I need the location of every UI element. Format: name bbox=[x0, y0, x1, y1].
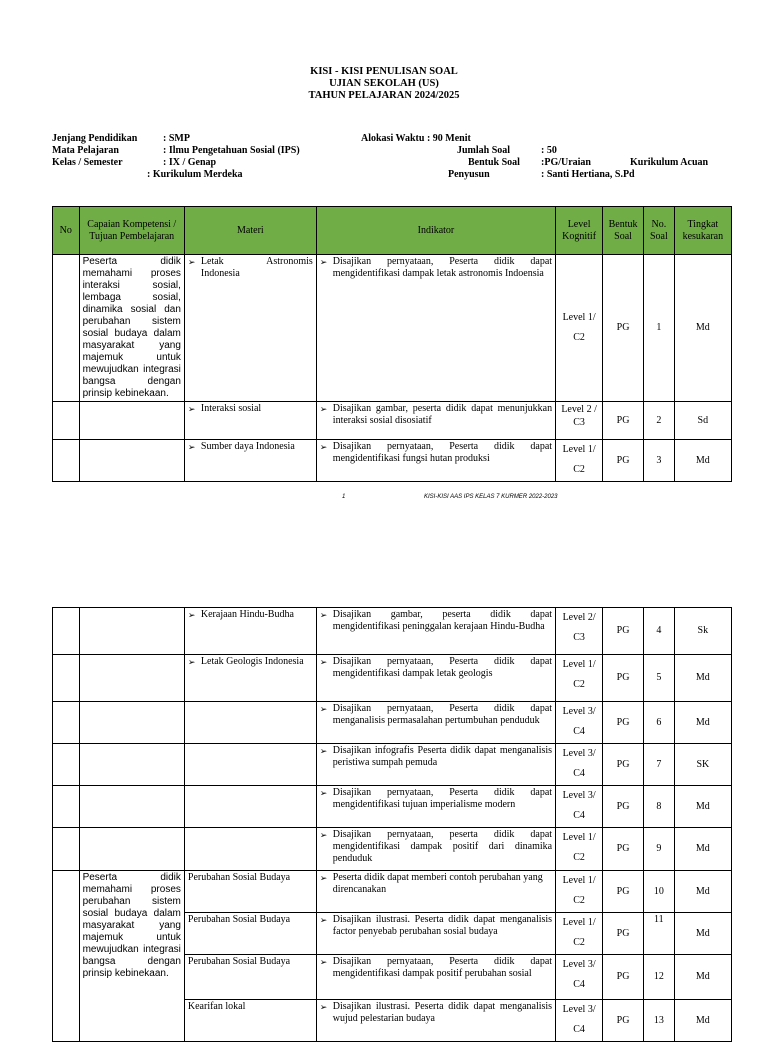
nosoal-cell: 13 bbox=[644, 1000, 675, 1042]
penyusun-value: : Santi Hertiana, S.Pd bbox=[541, 169, 635, 180]
indikator-cell: ➢ Disajikan infografis Peserta didik dapat menganalisis peristiwa sumpah pemuda bbox=[316, 744, 555, 786]
bullet-arrow-icon: ➢ bbox=[319, 788, 328, 798]
header-materi: Materi bbox=[184, 207, 316, 255]
tingkat-cell: Sk bbox=[674, 608, 731, 655]
bullet-arrow-icon: ➢ bbox=[187, 657, 196, 667]
kisi-table-page-2 bbox=[52, 607, 732, 1042]
jumlah-label: Jumlah Soal bbox=[457, 145, 511, 156]
indikator-cell: ➢ Disajikan pernyataan, Peserta didik dapat mengidentifikasi tujuan imperialisme modern bbox=[316, 786, 555, 828]
tingkat-cell: Md bbox=[674, 1000, 731, 1042]
indikator-cell: ➢ Disajikan pernyataan, Peserta didik dapat mengidentifikasi fungsi hutan produksi bbox=[316, 440, 555, 482]
cp-text: Peserta didik memahami proses perubahan sistem sosial budaya dalam masyarakat yang majemuk untuk mewujudkan integrasi bangsa dengan prinsip kebinekaan. bbox=[79, 871, 184, 1042]
materi-cell: ➢ Sumber daya Indonesia bbox=[184, 440, 316, 482]
materi-cell: Perubahan Sosial Budaya bbox=[184, 955, 316, 1000]
bentuk-cell: PG bbox=[603, 608, 644, 655]
nosoal-cell: 6 bbox=[644, 702, 675, 744]
indikator-cell: ➢ Disajikan pernyataan, Peserta didik dapat mengidentifikasi dampak letak geologis bbox=[316, 655, 555, 702]
tingkat-cell: Sd bbox=[674, 402, 731, 440]
mapel-label: Mata Pelajaran bbox=[52, 145, 119, 156]
title-line-1: KISI - KISI PENULISAN SOAL bbox=[310, 66, 458, 77]
level-cell: Level 3/ C4 bbox=[556, 702, 603, 744]
table-row bbox=[53, 871, 732, 913]
jenjang-label: Jenjang Pendidikan bbox=[52, 133, 138, 144]
row-number bbox=[53, 871, 80, 1042]
bullet-arrow-icon: ➢ bbox=[319, 442, 328, 452]
tingkat-cell: Md bbox=[674, 255, 731, 402]
materi-cell bbox=[184, 786, 316, 828]
bullet-arrow-icon: ➢ bbox=[187, 610, 196, 620]
bullet-arrow-icon: ➢ bbox=[319, 830, 328, 840]
indikator-cell: ➢ Disajikan pernyataan, peserta didik dapat mengidentifikasi dampak positif dari dinamika penduduk bbox=[316, 828, 555, 871]
level-cell: Level 3/ C4 bbox=[556, 955, 603, 1000]
level-cell: Level 1/ C2 bbox=[556, 440, 603, 482]
kurikulum-value: : Kurikulum Merdeka bbox=[147, 169, 243, 180]
row-number bbox=[53, 786, 80, 828]
nosoal-cell: 12 bbox=[644, 955, 675, 1000]
indikator-cell: ➢ Disajikan pernyataan, Peserta didik dapat menganalisis permasalahan pertumbuhan penduduk bbox=[316, 702, 555, 744]
bullet-arrow-icon: ➢ bbox=[187, 442, 196, 452]
nosoal-cell: 1 bbox=[644, 255, 675, 402]
bentuk-cell: PG bbox=[603, 702, 644, 744]
tingkat-cell: Md bbox=[674, 655, 731, 702]
indikator-cell: ➢ Peserta didik dapat memberi contoh perubahan yang direncanakan bbox=[316, 871, 555, 913]
table-row bbox=[53, 828, 732, 871]
cp-cell-empty bbox=[79, 440, 184, 482]
nosoal-cell: 11 bbox=[644, 913, 675, 955]
cp-text: Peserta didik memahami proses interaksi sosial, lembaga sosial, dinamika sosial dan perubahan sistem sosial budaya dalam masyarakat yang majemuk untuk mewujudkan integrasi bangsa dengan prinsip kebinekaan. bbox=[79, 255, 184, 402]
bullet-arrow-icon: ➢ bbox=[319, 657, 328, 667]
table-row bbox=[53, 786, 732, 828]
nosoal-cell: 8 bbox=[644, 786, 675, 828]
table-header-row bbox=[53, 207, 732, 255]
level-cell: Level 3/ C4 bbox=[556, 1000, 603, 1042]
tingkat-cell: SK bbox=[674, 744, 731, 786]
indikator-cell: ➢ Disajikan ilustrasi. Peserta didik dapat menganalisis wujud pelestarian budaya bbox=[316, 1000, 555, 1042]
header-nosoal: No. Soal bbox=[644, 207, 675, 255]
materi-cell: ➢ Kerajaan Hindu-Budha bbox=[184, 608, 316, 655]
bentuk-cell: PG bbox=[603, 913, 644, 955]
header-indikator: Indikator bbox=[316, 207, 555, 255]
header-bentuk: Bentuk Soal bbox=[603, 207, 644, 255]
level-cell: Level 2 / C3 bbox=[556, 402, 603, 440]
tingkat-cell: Md bbox=[674, 786, 731, 828]
bentuk-cell: PG bbox=[603, 440, 644, 482]
row-number bbox=[53, 744, 80, 786]
row-number bbox=[53, 255, 80, 402]
level-cell: Level 1/ C2 bbox=[556, 655, 603, 702]
bullet-arrow-icon: ➢ bbox=[319, 873, 328, 883]
level-cell: Level 1/ C2 bbox=[556, 828, 603, 871]
alokasi-waktu: Alokasi Waktu : 90 Menit bbox=[361, 133, 471, 144]
nosoal-cell: 7 bbox=[644, 744, 675, 786]
page-2-rows bbox=[53, 608, 732, 1042]
row-number bbox=[53, 402, 80, 440]
cp-cell-empty bbox=[79, 744, 184, 786]
bullet-arrow-icon: ➢ bbox=[319, 915, 328, 925]
tingkat-cell: Md bbox=[674, 702, 731, 744]
bullet-arrow-icon: ➢ bbox=[319, 404, 328, 414]
materi-cell bbox=[184, 702, 316, 744]
bentuk-cell: PG bbox=[603, 744, 644, 786]
indikator-cell: ➢ Disajikan gambar, peserta didik dapat menunjukkan interaksi sosial disosiatif bbox=[316, 402, 555, 440]
footer-text: KISI-KISI AAS IPS KELAS 7 KURMER 2022-2023 bbox=[424, 494, 558, 500]
mapel-value: : Ilmu Pengetahuan Sosial (IPS) bbox=[163, 145, 300, 156]
materi-cell: Perubahan Sosial Budaya bbox=[184, 913, 316, 955]
cp-cell-empty bbox=[79, 828, 184, 871]
level-cell: Level 1/ C2 bbox=[556, 913, 603, 955]
cp-cell-empty bbox=[79, 786, 184, 828]
tingkat-cell: Md bbox=[674, 955, 731, 1000]
bullet-arrow-icon: ➢ bbox=[319, 257, 328, 267]
header-tingkat: Tingkat kesukaran bbox=[674, 207, 731, 255]
level-cell: Level 3/ C4 bbox=[556, 786, 603, 828]
nosoal-cell: 4 bbox=[644, 608, 675, 655]
document-title bbox=[0, 66, 768, 102]
jenjang-value: : SMP bbox=[163, 133, 190, 144]
tingkat-cell: Md bbox=[674, 871, 731, 913]
bentuk-cell: PG bbox=[603, 871, 644, 913]
bentuk-value: :PG/Uraian bbox=[541, 157, 591, 168]
level-cell: Level 1/ C2 bbox=[556, 255, 603, 402]
row-number bbox=[53, 655, 80, 702]
table-row bbox=[53, 744, 732, 786]
nosoal-cell: 5 bbox=[644, 655, 675, 702]
title-line-3: TAHUN PELAJARAN 2024/2025 bbox=[308, 90, 460, 101]
header-cp: Capaian Kompetensi / Tujuan Pembelajaran bbox=[79, 207, 184, 255]
kurikulum-acuan-label: Kurikulum Acuan bbox=[630, 157, 709, 168]
table-row bbox=[53, 655, 732, 702]
bullet-arrow-icon: ➢ bbox=[319, 746, 328, 756]
kelas-label: Kelas / Semester bbox=[52, 157, 123, 168]
bullet-arrow-icon: ➢ bbox=[319, 957, 328, 967]
nosoal-cell: 10 bbox=[644, 871, 675, 913]
bentuk-cell: PG bbox=[603, 655, 644, 702]
indikator-cell: ➢ Disajikan pernyataan, Peserta didik dapat mengidentifikasi dampak letak astronomis Indoensia bbox=[316, 255, 555, 402]
header-level: Level Kognitif bbox=[556, 207, 603, 255]
bullet-arrow-icon: ➢ bbox=[187, 404, 196, 414]
materi-cell: ➢ Letak Astronomis Indonesia bbox=[184, 255, 316, 402]
level-cell: Level 1/ C2 bbox=[556, 871, 603, 913]
materi-cell bbox=[184, 828, 316, 871]
nosoal-cell: 2 bbox=[644, 402, 675, 440]
cp-cell-empty bbox=[79, 402, 184, 440]
materi-cell: Kearifan lokal bbox=[184, 1000, 316, 1042]
cp-cell-empty bbox=[79, 608, 184, 655]
nosoal-cell: 3 bbox=[644, 440, 675, 482]
level-cell: Level 3/ C4 bbox=[556, 744, 603, 786]
bentuk-cell: PG bbox=[603, 786, 644, 828]
level-cell: Level 2/ C3 bbox=[556, 608, 603, 655]
table-row bbox=[53, 255, 732, 402]
indikator-cell: ➢ Disajikan ilustrasi. Peserta didik dapat menganalisis factor penyebab perubahan sosial budaya bbox=[316, 913, 555, 955]
cp-cell-empty bbox=[79, 702, 184, 744]
bentuk-cell: PG bbox=[603, 402, 644, 440]
table-row bbox=[53, 440, 732, 482]
row-number bbox=[53, 702, 80, 744]
nosoal-cell: 9 bbox=[644, 828, 675, 871]
jumlah-value: : 50 bbox=[541, 145, 557, 156]
row-number bbox=[53, 608, 80, 655]
tingkat-cell: Md bbox=[674, 828, 731, 871]
table-row bbox=[53, 702, 732, 744]
penyusun-label: Penyusun bbox=[448, 169, 490, 180]
materi-cell bbox=[184, 744, 316, 786]
bullet-arrow-icon: ➢ bbox=[319, 704, 328, 714]
bentuk-cell: PG bbox=[603, 955, 644, 1000]
materi-cell: ➢ Letak Geologis Indonesia bbox=[184, 655, 316, 702]
bullet-arrow-icon: ➢ bbox=[319, 610, 328, 620]
bullet-arrow-icon: ➢ bbox=[187, 257, 196, 267]
kelas-value: : IX / Genap bbox=[163, 157, 217, 168]
bullet-arrow-icon: ➢ bbox=[319, 1002, 328, 1012]
bentuk-cell: PG bbox=[603, 255, 644, 402]
kisi-table-page-1 bbox=[52, 206, 732, 482]
tingkat-cell: Md bbox=[674, 440, 731, 482]
row-number bbox=[53, 440, 80, 482]
bentuk-label: Bentuk Soal bbox=[468, 157, 520, 168]
header-no: No bbox=[53, 207, 80, 255]
table-row bbox=[53, 402, 732, 440]
materi-cell: ➢ Interaksi sosial bbox=[184, 402, 316, 440]
bentuk-cell: PG bbox=[603, 1000, 644, 1042]
cp-cell-empty bbox=[79, 655, 184, 702]
indikator-cell: ➢ Disajikan gambar, peserta didik dapat mengidentifikasi peninggalan kerajaan Hindu-Budha bbox=[316, 608, 555, 655]
tingkat-cell: Md bbox=[674, 913, 731, 955]
footer-page-number: 1 bbox=[342, 494, 346, 500]
title-line-2: UJIAN SEKOLAH (US) bbox=[329, 78, 439, 89]
materi-cell: Perubahan Sosial Budaya bbox=[184, 871, 316, 913]
table-row bbox=[53, 608, 732, 655]
row-number bbox=[53, 828, 80, 871]
bentuk-cell: PG bbox=[603, 828, 644, 871]
indikator-cell: ➢ Disajikan pernyataan, Peserta didik dapat mengidentifikasi dampak positif perubahan sosial bbox=[316, 955, 555, 1000]
